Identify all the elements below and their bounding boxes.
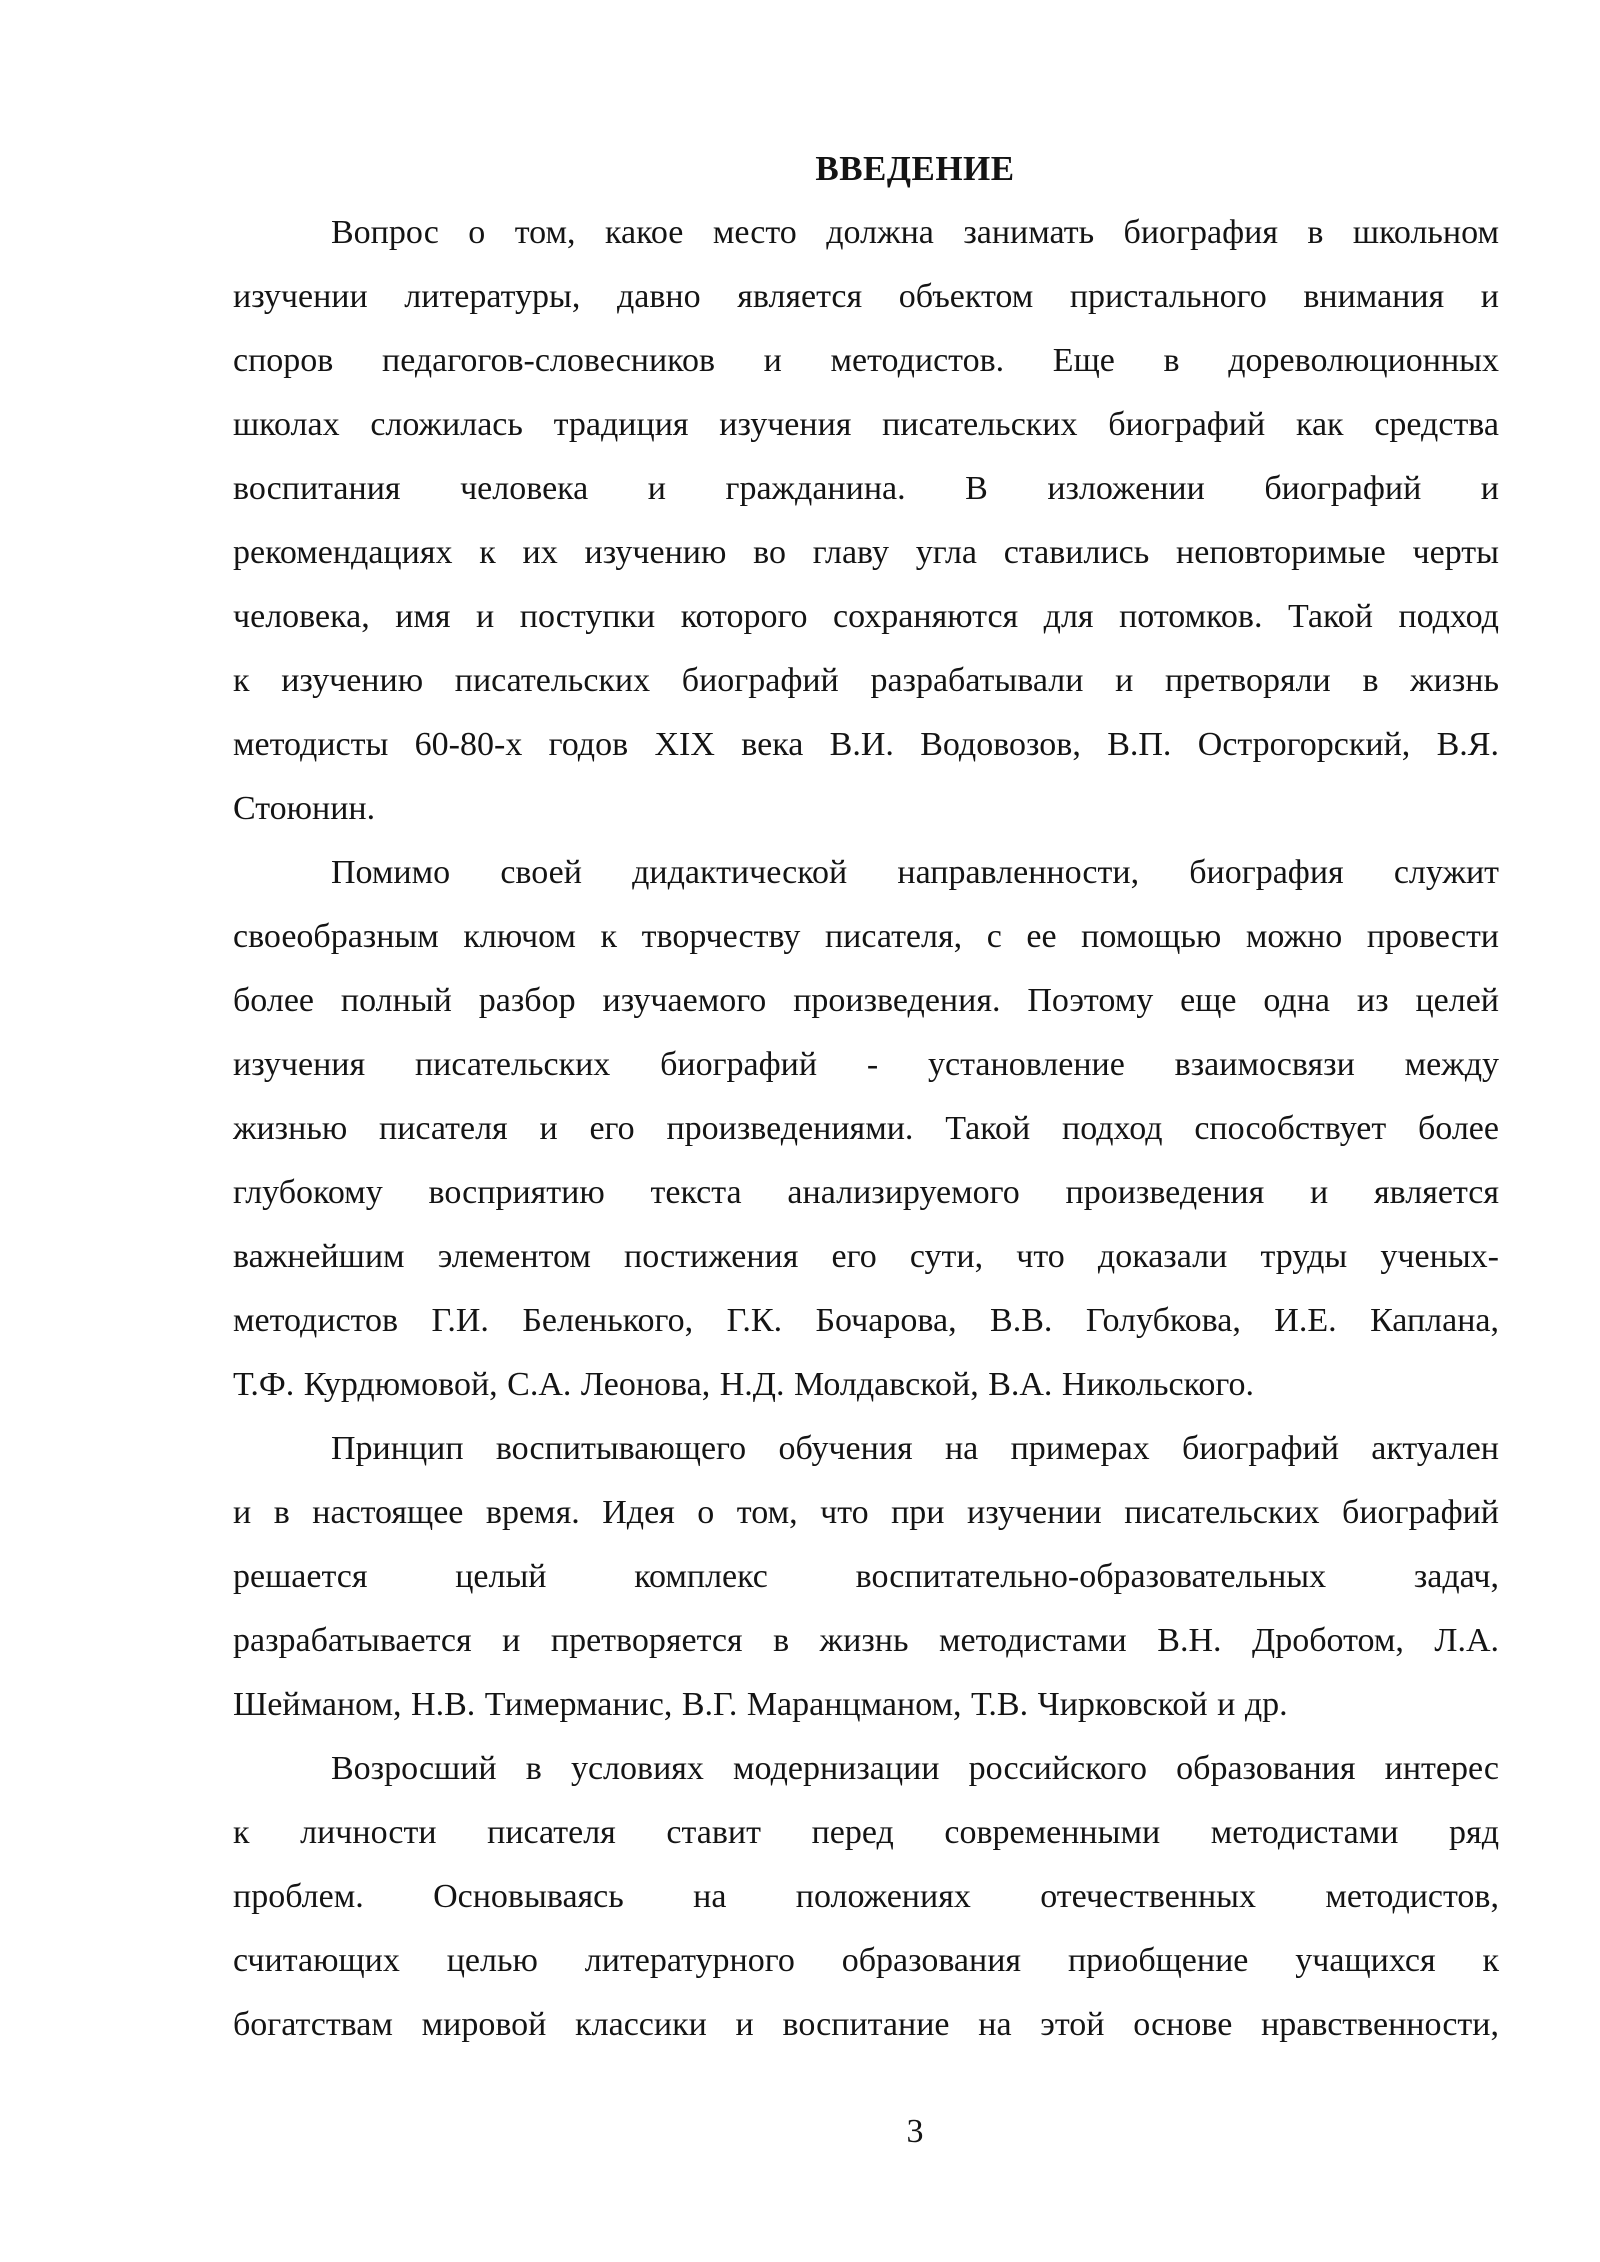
text-line: Помимо своей дидактической направленности, биография служит <box>331 854 1499 891</box>
paragraph <box>233 1737 1499 2057</box>
text-line: своеобразным ключом к творчеству писателя, с ее помощью можно провести <box>233 918 1499 955</box>
body-text <box>233 201 1499 2057</box>
text-line: человека, имя и поступки которого сохраняются для потомков. Такой подход <box>233 598 1499 635</box>
text-line: Стоюнин. <box>233 790 376 827</box>
text-line: и в настоящее время. Идея о том, что при изучении писательских биографий <box>233 1494 1499 1531</box>
text-line: методистов Г.И. Беленького, Г.К. Бочарова, В.В. Голубкова, И.Е. Каплана, <box>233 1302 1499 1339</box>
text-line: изучения писательских биографий - установление взаимосвязи между <box>233 1046 1499 1083</box>
text-line: Т.Ф. Курдюмовой, С.А. Леонова, Н.Д. Молдавской, В.А. Никольского. <box>233 1366 1254 1403</box>
paragraph <box>233 841 1499 1417</box>
text-line: изучении литературы, давно является объектом пристального внимания и <box>233 278 1499 315</box>
text-line: к изучению писательских биографий разрабатывали и претворяли в жизнь <box>233 662 1499 699</box>
page-content <box>233 137 1499 2057</box>
text-line: воспитания человека и гражданина. В изложении биографий и <box>233 470 1499 507</box>
page-number: 3 <box>906 2113 924 2150</box>
text-line: Вопрос о том, какое место должна занимать биография в школьном <box>331 214 1499 251</box>
text-line: споров педагогов-словесников и методистов. Еще в дореволюционных <box>233 342 1499 379</box>
text-line: важнейшим элементом постижения его сути, что доказали труды ученых- <box>233 1238 1499 1275</box>
text-line: богатствам мировой классики и воспитание на этой основе нравственности, <box>233 2006 1499 2043</box>
text-line: к личности писателя ставит перед современными методистами ряд <box>233 1814 1499 1851</box>
paragraph <box>233 201 1499 841</box>
text-line: рекомендациях к их изучению во главу угла ставились неповторимые черты <box>233 534 1499 571</box>
text-line: решается целый комплекс воспитательно-образовательных задач, <box>233 1558 1499 1595</box>
text-line: разрабатывается и претворяется в жизнь методистами В.Н. Дроботом, Л.А. <box>233 1622 1499 1659</box>
text-line: жизнью писателя и его произведениями. Такой подход способствует более <box>233 1110 1499 1147</box>
text-line: Возросший в условиях модернизации российского образования интерес <box>331 1750 1499 1787</box>
text-line: школах сложилась традиция изучения писательских биографий как средства <box>233 406 1499 443</box>
text-line: Шейманом, Н.В. Тимерманис, В.Г. Маранцманом, Т.В. Чирковской и др. <box>233 1686 1288 1723</box>
text-line: Принцип воспитывающего обучения на примерах биографий актуален <box>331 1430 1499 1467</box>
text-line: глубокому восприятию текста анализируемого произведения и является <box>233 1174 1499 1211</box>
text-line: проблем. Основываясь на положениях отечественных методистов, <box>233 1878 1499 1915</box>
text-line: более полный разбор изучаемого произведения. Поэтому еще одна из целей <box>233 982 1499 1019</box>
text-line: методисты 60-80-х годов XIX века В.И. Водовозов, В.П. Острогорский, В.Я. <box>233 726 1499 763</box>
paragraph <box>233 1417 1499 1737</box>
text-line: считающих целью литературного образования приобщение учащихся к <box>233 1942 1499 1979</box>
page-title: ВВЕДЕНИЕ <box>815 149 1015 188</box>
